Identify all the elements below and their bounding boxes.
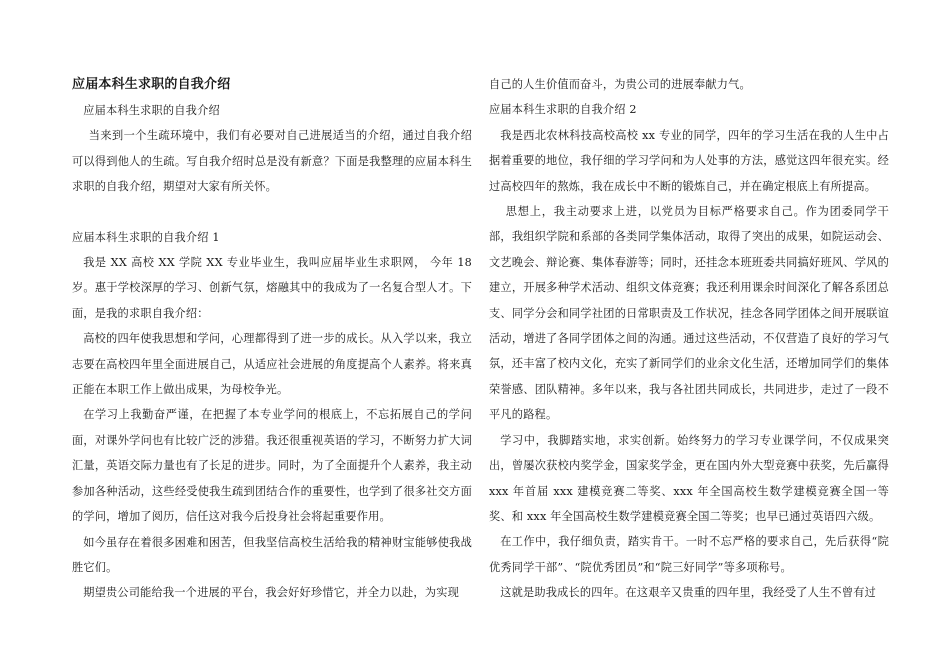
document-subtitle: 应届本科生求职的自我介绍 [83, 104, 220, 117]
section2-paragraph-4: 在工作中，我仔细负责，踏实肯干。一时不忘严格的要求自己，先后获得“院优秀同学干部”、“院优秀团员”和“院三好同学”等多项称号。 [489, 535, 889, 574]
section1-paragraph-1: 我是 XX 高校 XX 学院 XX 专业毕业生，我叫应届毕业生求职网， 今年 18 岁。惠于学校深厚的学习、创新气氛，熔融其中的我成为了一名复合型人才。下面，是我的求职自我介绍： [72, 256, 472, 320]
section1-paragraph-3: 在学习上我勤奋严谨，在把握了本专业学问的根底上，不忘拓展自己的学问面，对课外学问也有比较广泛的涉猎。我还很重视英语的学习，不断努力扩大词汇量，英语交际力量也有了长足的进步。同时，为了全面提升个人素养，我主动参加各种活动，这些经受使我生疏到团结合作的重要性，也学到了很多社交方面的学问，增加了阅历，信任这对我今后投身社会将起重要作用。 [72, 408, 472, 524]
document-title: 应届本科生求职的自我介绍 [72, 77, 231, 92]
section1-paragraph-4: 如今虽存在着很多困难和困苦，但我坚信高校生活给我的精神财宝能够使我战胜它们。 [72, 535, 472, 574]
spacer [72, 200, 472, 225]
section2-paragraph-2: 思想上，我主动要求上进，以党员为目标严格要求自己。作为团委同学干部，我组织学院和系部的各类同学集体活动，取得了突出的成果，如院运动会、文艺晚会、辩论赛、集体春游等；同时，还挂念本班班委共同搞好班风、学风的建立，开展多种学术活动、组织文体竞赛；我还利用课余时间深化了解各系团总支、同学分会和同学社团的日常职责及工作状况，挂念各同学团体之间开展联谊活动，增进了各同学团体之间的沟通。通过这些活动，不仅营造了良好的学习气氛，还丰富了校内文化，充实了新同学们的业余文化生活，还增加同学们的集体荣誉感、团队精神。多年以来，我与各社团共同成长，共同进步，走过了一段不平凡的路程。 [489, 205, 889, 422]
section2-paragraph-3: 学习中，我脚踏实地，求实创新。始终努力的学习专业课学问，不仅成果突出，曾屡次获校内奖学金，国家奖学金，更在国内外大型竞赛中获奖，先后赢得 xxx 年首届 xxx 建模竞赛二等奖、xxx 年全国高校生数学建模竞赛全国一等奖、和 xxx 年全国高校生数学建模竞赛全国二等奖；也早已通过英语四六级。 [489, 433, 889, 523]
intro-paragraph: 当来到一个生疏环境中，我们有必要对自己进展适当的介绍，通过自我介绍可以得到他人的生疏。写自我介绍时总是没有新意？下面是我整理的应届本科生求职的自我介绍，期望对大家有所关怀。 [72, 129, 472, 194]
section2-paragraph-5: 这就是助我成长的四年。在这艰辛又贵重的四年里，我经受了人生不曾有过 [500, 586, 876, 600]
section1-heading: 应届本科生求职的自我介绍 1 [72, 230, 220, 244]
section1-paragraph-5-continued: 自己的人生价值而奋斗，为贵公司的进展奉献力气。 [489, 78, 751, 91]
left-column [72, 72, 472, 606]
section2-paragraph-1: 我是西北农林科技高校高校 xx 专业的同学，四年的学习生活在我的人生中占据着重要的地位，我仔细的学习学问和为人处事的方法，感觉这四年很充实。经过高校四年的熬炼，我在成长中不断的锻炼自己，并在确定根底上有所提高。 [489, 128, 889, 193]
section1-paragraph-2: 高校的四年使我思想和学问，心理都得到了进一步的成长。从入学以来，我立志要在高校四年里全面进展自己，从适应社会进展的角度提高个人素养。将来真正能在本职工作上做出成果，为母校争光。 [72, 332, 472, 397]
section1-paragraph-5: 期望贵公司能给我一个进展的平台，我会好好珍惜它，并全力以赴，为实现 [83, 586, 459, 600]
section2-heading: 应届本科生求职的自我介绍 2 [489, 103, 637, 117]
right-column [489, 72, 889, 606]
